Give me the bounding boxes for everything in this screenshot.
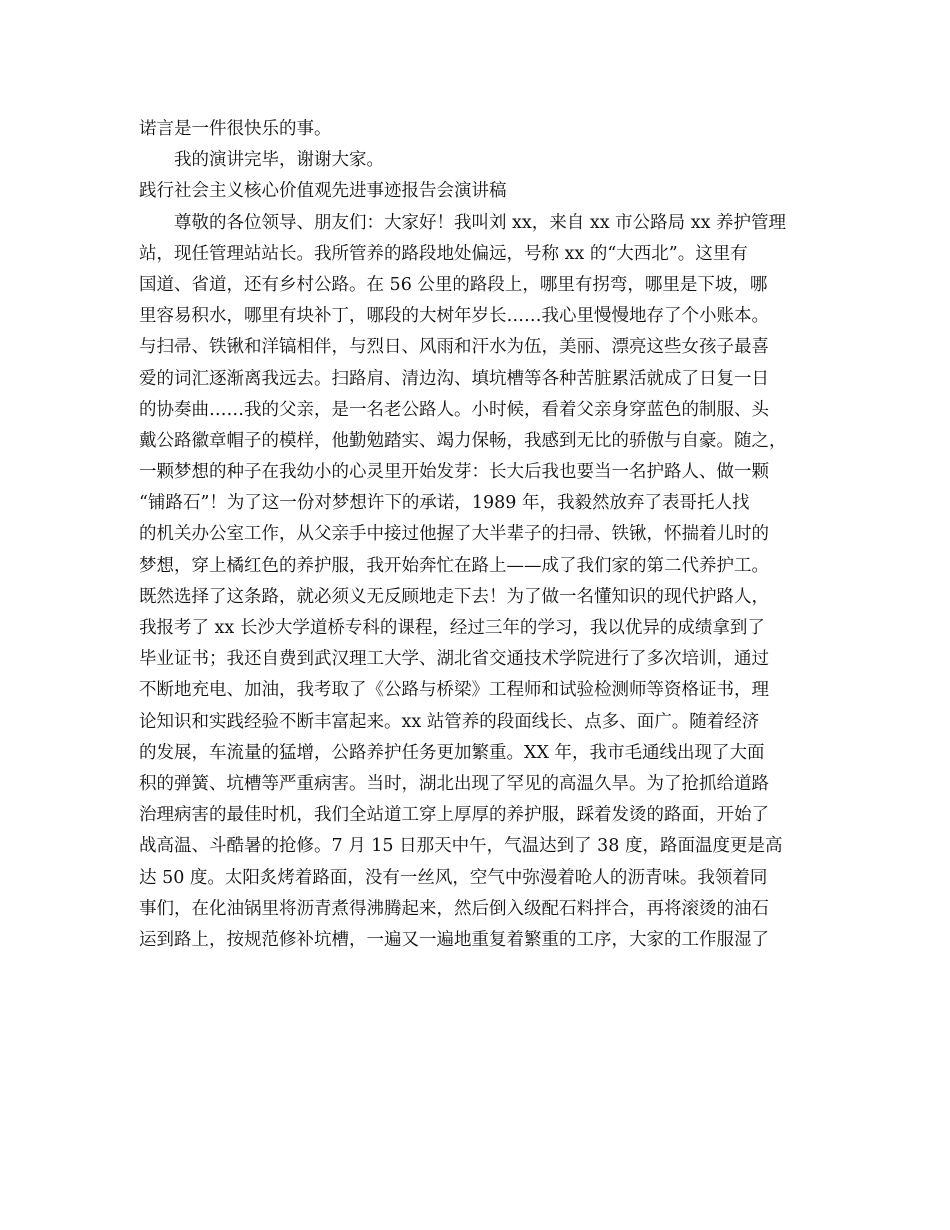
text-line: 一颗梦想的种子在我幼小的心灵里开始发芽：长大后我也要当一名护路人、做一颗	[139, 462, 769, 483]
text-line: 我报考了 xx 长沙大学道桥专科的课程，经过三年的学习，我以优异的成绩拿到了	[139, 618, 765, 638]
text-line: 站，现任管理站站长。我所管养的路段地处偏远，号称 xx 的“大西北”。这里有	[139, 243, 748, 264]
text-line-closing: 我的演讲完毕，谢谢大家。	[174, 150, 384, 171]
text-line: 戴公路徽章帽子的模样，他勤勉踏实、竭力保畅，我感到无比的骄傲与自豪。随之，	[139, 430, 787, 451]
text-line: 事们，在化油锅里将沥青煮得沸腾起来，然后倒入级配石料拌合，再将滚烫的油石	[139, 898, 769, 919]
text-line: 治理病害的最佳时机，我们全站道工穿上厚厚的养护服，踩着发烫的路面，开始了	[139, 805, 769, 826]
text-line: 的发展，车流量的猛增，公路养护任务更加繁重。XX 年，我市毛通线出现了大面	[139, 742, 765, 763]
text-line: 毕业证书；我还自费到武汉理工大学、湖北省交通技术学院进行了多次培训，通过	[139, 649, 769, 670]
text-line: 既然选择了这条路，就必须义无反顾地走下去！为了做一名懂知识的现代护路人，	[139, 586, 769, 607]
text-line: 与扫帚、铁锹和洋镐相伴，与烈日、风雨和汗水为伍，美丽、漂亮这些女孩子最喜	[139, 337, 769, 358]
text-line: 的机关办公室工作，从父亲手中接过他握了大半辈子的扫帚、铁锹，怀揣着儿时的	[139, 524, 769, 545]
text-line: “铺路石”！为了这一份对梦想许下的承诺，1989 年，我毅然放弃了表哥托人找	[139, 493, 750, 514]
text-line: 梦想，穿上橘红色的养护服，我开始奔忙在路上——成了我们家的第二代养护工。	[139, 555, 769, 576]
text-line: 达 50 度。太阳炙烤着路面，没有一丝风，空气中弥漫着呛人的沥青味。我领着同	[139, 867, 768, 888]
text-line: 不断地充电、加油，我考取了《公路与桥梁》工程师和试验检测师等资格证书，理	[139, 680, 769, 701]
text-line: 里容易积水，哪里有块补丁，哪段的大树年岁长……我心里慢慢地存了个小账本。	[139, 306, 769, 327]
document-body-text	[139, 114, 829, 956]
text-line: 论知识和实践经验不断丰富起来。xx 站管养的段面线长、点多、面广。随着经济	[139, 711, 760, 732]
text-line: 爱的词汇逐渐离我远去。扫路肩、清边沟、填坑槽等各种苦脏累活就成了日复一日	[139, 368, 769, 389]
text-line: 战高温、斗酷暑的抢修。7 月 15 日那天中午，气温达到了 38 度，路面温度更是高	[139, 836, 783, 857]
text-line: 积的弹簧、坑槽等严重病害。当时，湖北出现了罕见的高温久旱。为了抢抓给道路	[139, 773, 769, 794]
speech-title: 践行社会主义核心价值观先进事迹报告会演讲稿	[139, 181, 507, 202]
text-line-greeting: 尊敬的各位领导、朋友们：大家好！我叫刘 xx，来自 xx 市公路局 xx 养护管理	[174, 212, 787, 233]
text-line: 国道、省道，还有乡村公路。在 56 公里的路段上，哪里有拐弯，哪里是下坡，哪	[139, 274, 768, 295]
text-line-continuation: 诺言是一件很快乐的事。	[139, 119, 332, 139]
text-line: 运到路上，按规范修补坑槽，一遍又一遍地重复着繁重的工序，大家的工作服湿了	[139, 929, 769, 950]
text-line: 的协奏曲……我的父亲，是一名老公路人。小时候，看着父亲身穿蓝色的制服、头	[139, 399, 769, 420]
